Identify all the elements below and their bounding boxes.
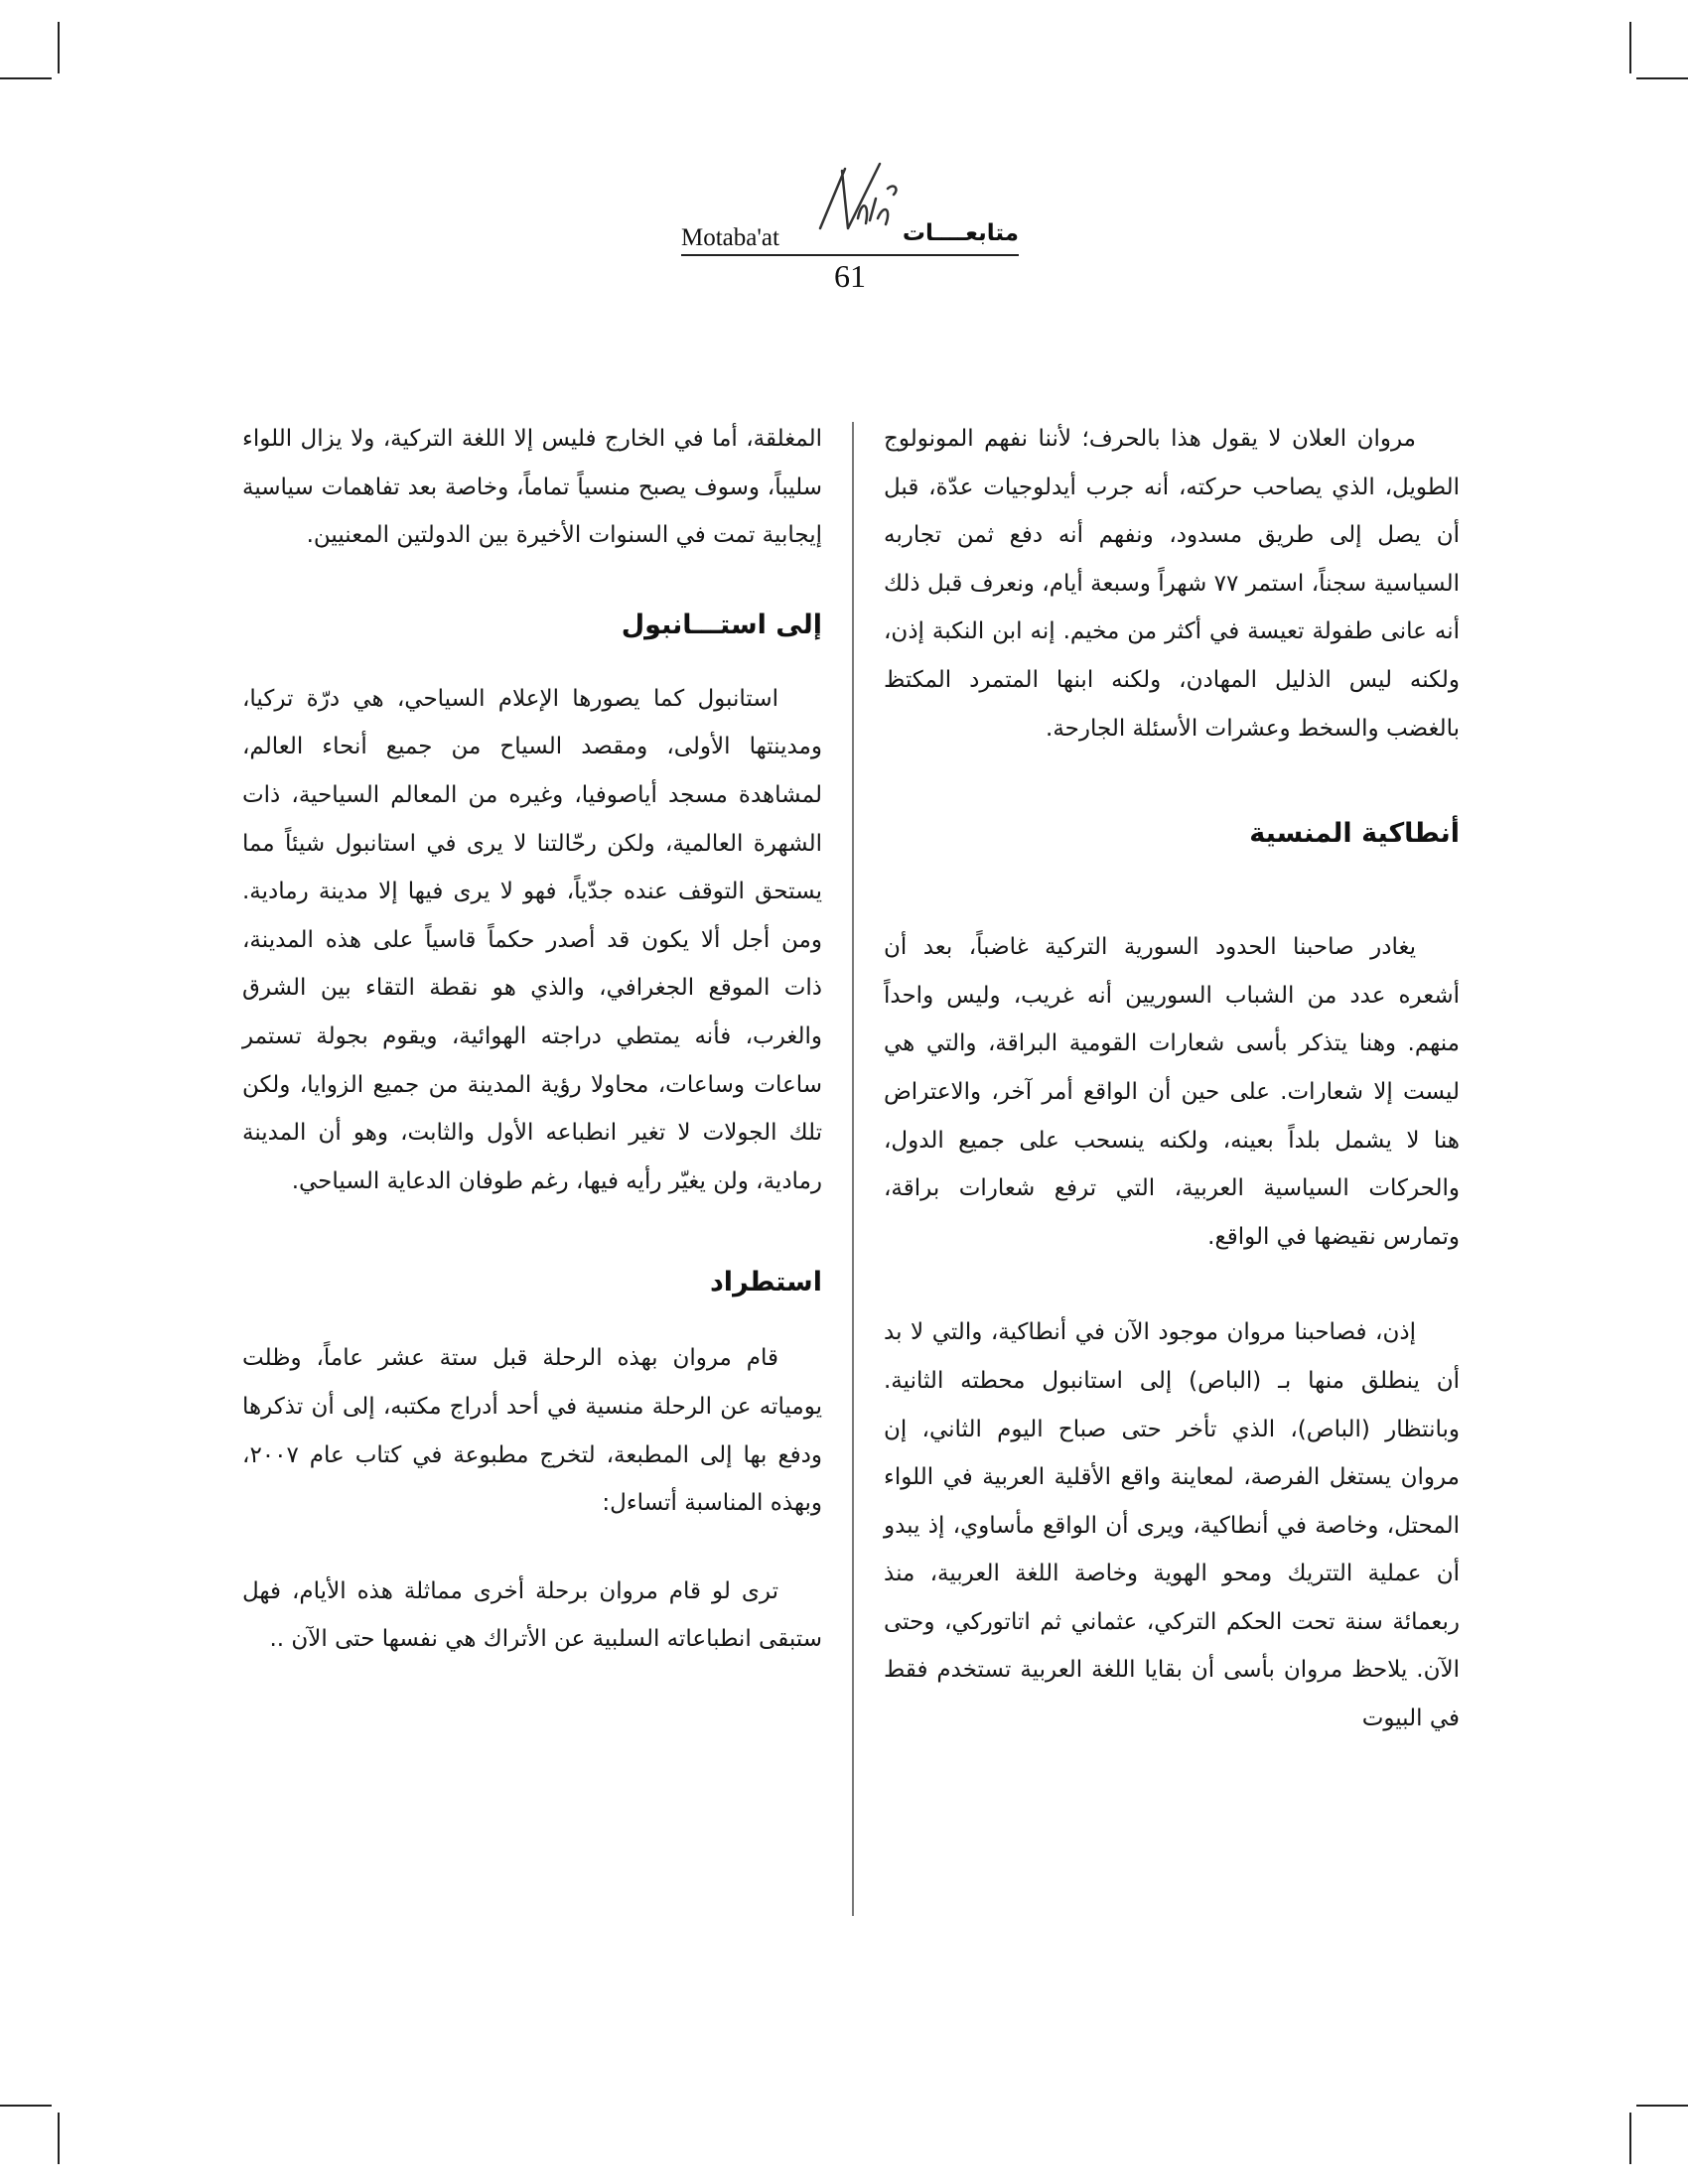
header-title-english: Motaba'at [681,224,779,251]
journal-logo-icon [800,159,910,258]
left-column [242,415,822,1664]
right-paragraph-2: يغادر صاحبنا الحدود السورية التركية غاضباً، بعد أن أشعره عدد من الشباب السوريين أنه غريب، وليس واحداً منهم. وهنا يتذكر بأسى شعارات القومية البراقة، والتي هي ليست إلا شعارات. على حين أن الواقع أمر آخر، والاعتراض هنا لا يشمل بلداً بعينه، ولكنه ينسحب على جميع الدول، والحركات السياسية العربية، التي ترفع شعارات براقة، وتمارس نقيضها في الواقع. [884,934,1460,1250]
right-column [884,415,1460,1743]
section-heading-istanbul: إلى استـــانبول [621,609,822,640]
left-paragraph-4: ترى لو قام مروان برحلة أخرى مماثلة هذه الأيام، فهل ستبقى انطباعاته السلبية عن الأتراك هي نفسها حتى الآن .. [242,1577,822,1653]
right-paragraph-3: إذن، فصاحبنا مروان موجود الآن في أنطاكية، والتي لا بد أن ينطلق منها بـ (الباص) إلى استانبول محطته الثانية. وبانتظار (الباص)، الذي تأخر حتى صباح اليوم الثاني، إن مروان يستغل الفرصة، لمعاينة واقع الأقلية العربية في اللواء المحتل، وخاصة في أنطاكية، ويرى أن الواقع مأساوي، إذ يبدو أن عملية التتريك ومحو الهوية وخاصة اللغة العربية، منذ ربعمائة سنة تحت الحكم التركي، عثماني ثم اتاتوركي، وحتى الآن. يلاحظ مروان بأسى أن بقايا اللغة العربية تستخدم فقط في البيوت [884,1319,1460,1732]
crop-mark-bottom-right-horizontal [1636,2105,1688,2107]
crop-mark-top-right-vertical [1629,22,1631,73]
crop-mark-bottom-right-vertical [1629,2113,1631,2164]
page-header [681,159,1019,308]
section-heading-antakya: أنطاكية المنسية [1249,818,1460,850]
section-heading-digression: استطراد [709,1267,822,1298]
left-paragraph-2: استانبول كما يصورها الإعلام السياحي، هي درّة تركيا، ومدينتها الأولى، ومقصد السياح من جميع أنحاء العالم، لمشاهدة مسجد أياصوفيا، وغيره من المعالم السياحية، ذات الشهرة العالمية، ولكن رحّالتنا لا يرى في استانبول شيئاً مما يستحق التوقف عنده جدّياً، فهو لا يرى فيها إلا مدينة رمادية. ومن أجل ألا يكون قد أصدر حكماً قاسياً على هذه المدينة، ذات الموقع الجغرافي، والذي هو نقطة التقاء بين الشرق والغرب، فأنه يمتطي دراجته الهوائية، ويقوم بجولة تستمر ساعات وساعات، محاولا رؤية المدينة من جميع الزوايا، ولكن تلك الجولات لا تغير انطباعه الأول والثابت، وهو أن المدينة رمادية، ولن يغيّر رأيه فيها، رغم طوفان الدعاية السياحي. [242,685,822,1194]
crop-mark-top-right-horizontal [1636,77,1688,79]
header-title-arabic: متابعــــات [902,220,1019,246]
crop-mark-top-left-vertical [58,22,60,73]
page-number: 61 [834,258,866,294]
crop-mark-bottom-left-vertical [58,2113,60,2164]
right-paragraph-1: مروان العلان لا يقول هذا بالحرف؛ لأننا نفهم المونولوج الطويل، الذي يصاحب حركته، أنه جرب أيدلوجيات عدّة، قبل أن يصل إلى طريق مسدود، ونفهم أنه دفع ثمن تجاربه السياسية سجناً، استمر ٧٧ شهراً وسبعة أيام، ونعرف قبل ذلك أنه عانى طفولة تعيسة في أكثر من مخيم. إنه ابن النكبة إذن، ولكنه ليس الذليل المهادن، ولكنه ابنها المتمرد المكتظ بالغضب والسخط وعشرات الأسئلة الجارحة. [884,426,1460,742]
crop-mark-bottom-left-horizontal [0,2105,52,2107]
header-rule [681,254,1019,256]
left-paragraph-1: المغلقة، أما في الخارج فليس إلا اللغة التركية، ولا يزال اللواء سليباً، وسوف يصبح منسياً تماماً، وخاصة بعد تفاهمات سياسية إيجابية تمت في السنوات الأخيرة بين الدولتين المعنيين. [242,426,822,549]
crop-mark-top-left-horizontal [0,77,52,79]
column-divider [852,422,854,1916]
left-paragraph-3: قام مروان بهذه الرحلة قبل ستة عشر عاماً، وظلت يومياته عن الرحلة منسية في أحد أدراج مكتبه، إلى أن تذكرها ودفع بها إلى المطبعة، لتخرج مطبوعة في كتاب عام ٢٠٠٧، وبهذه المناسبة أتساءل: [242,1345,822,1517]
